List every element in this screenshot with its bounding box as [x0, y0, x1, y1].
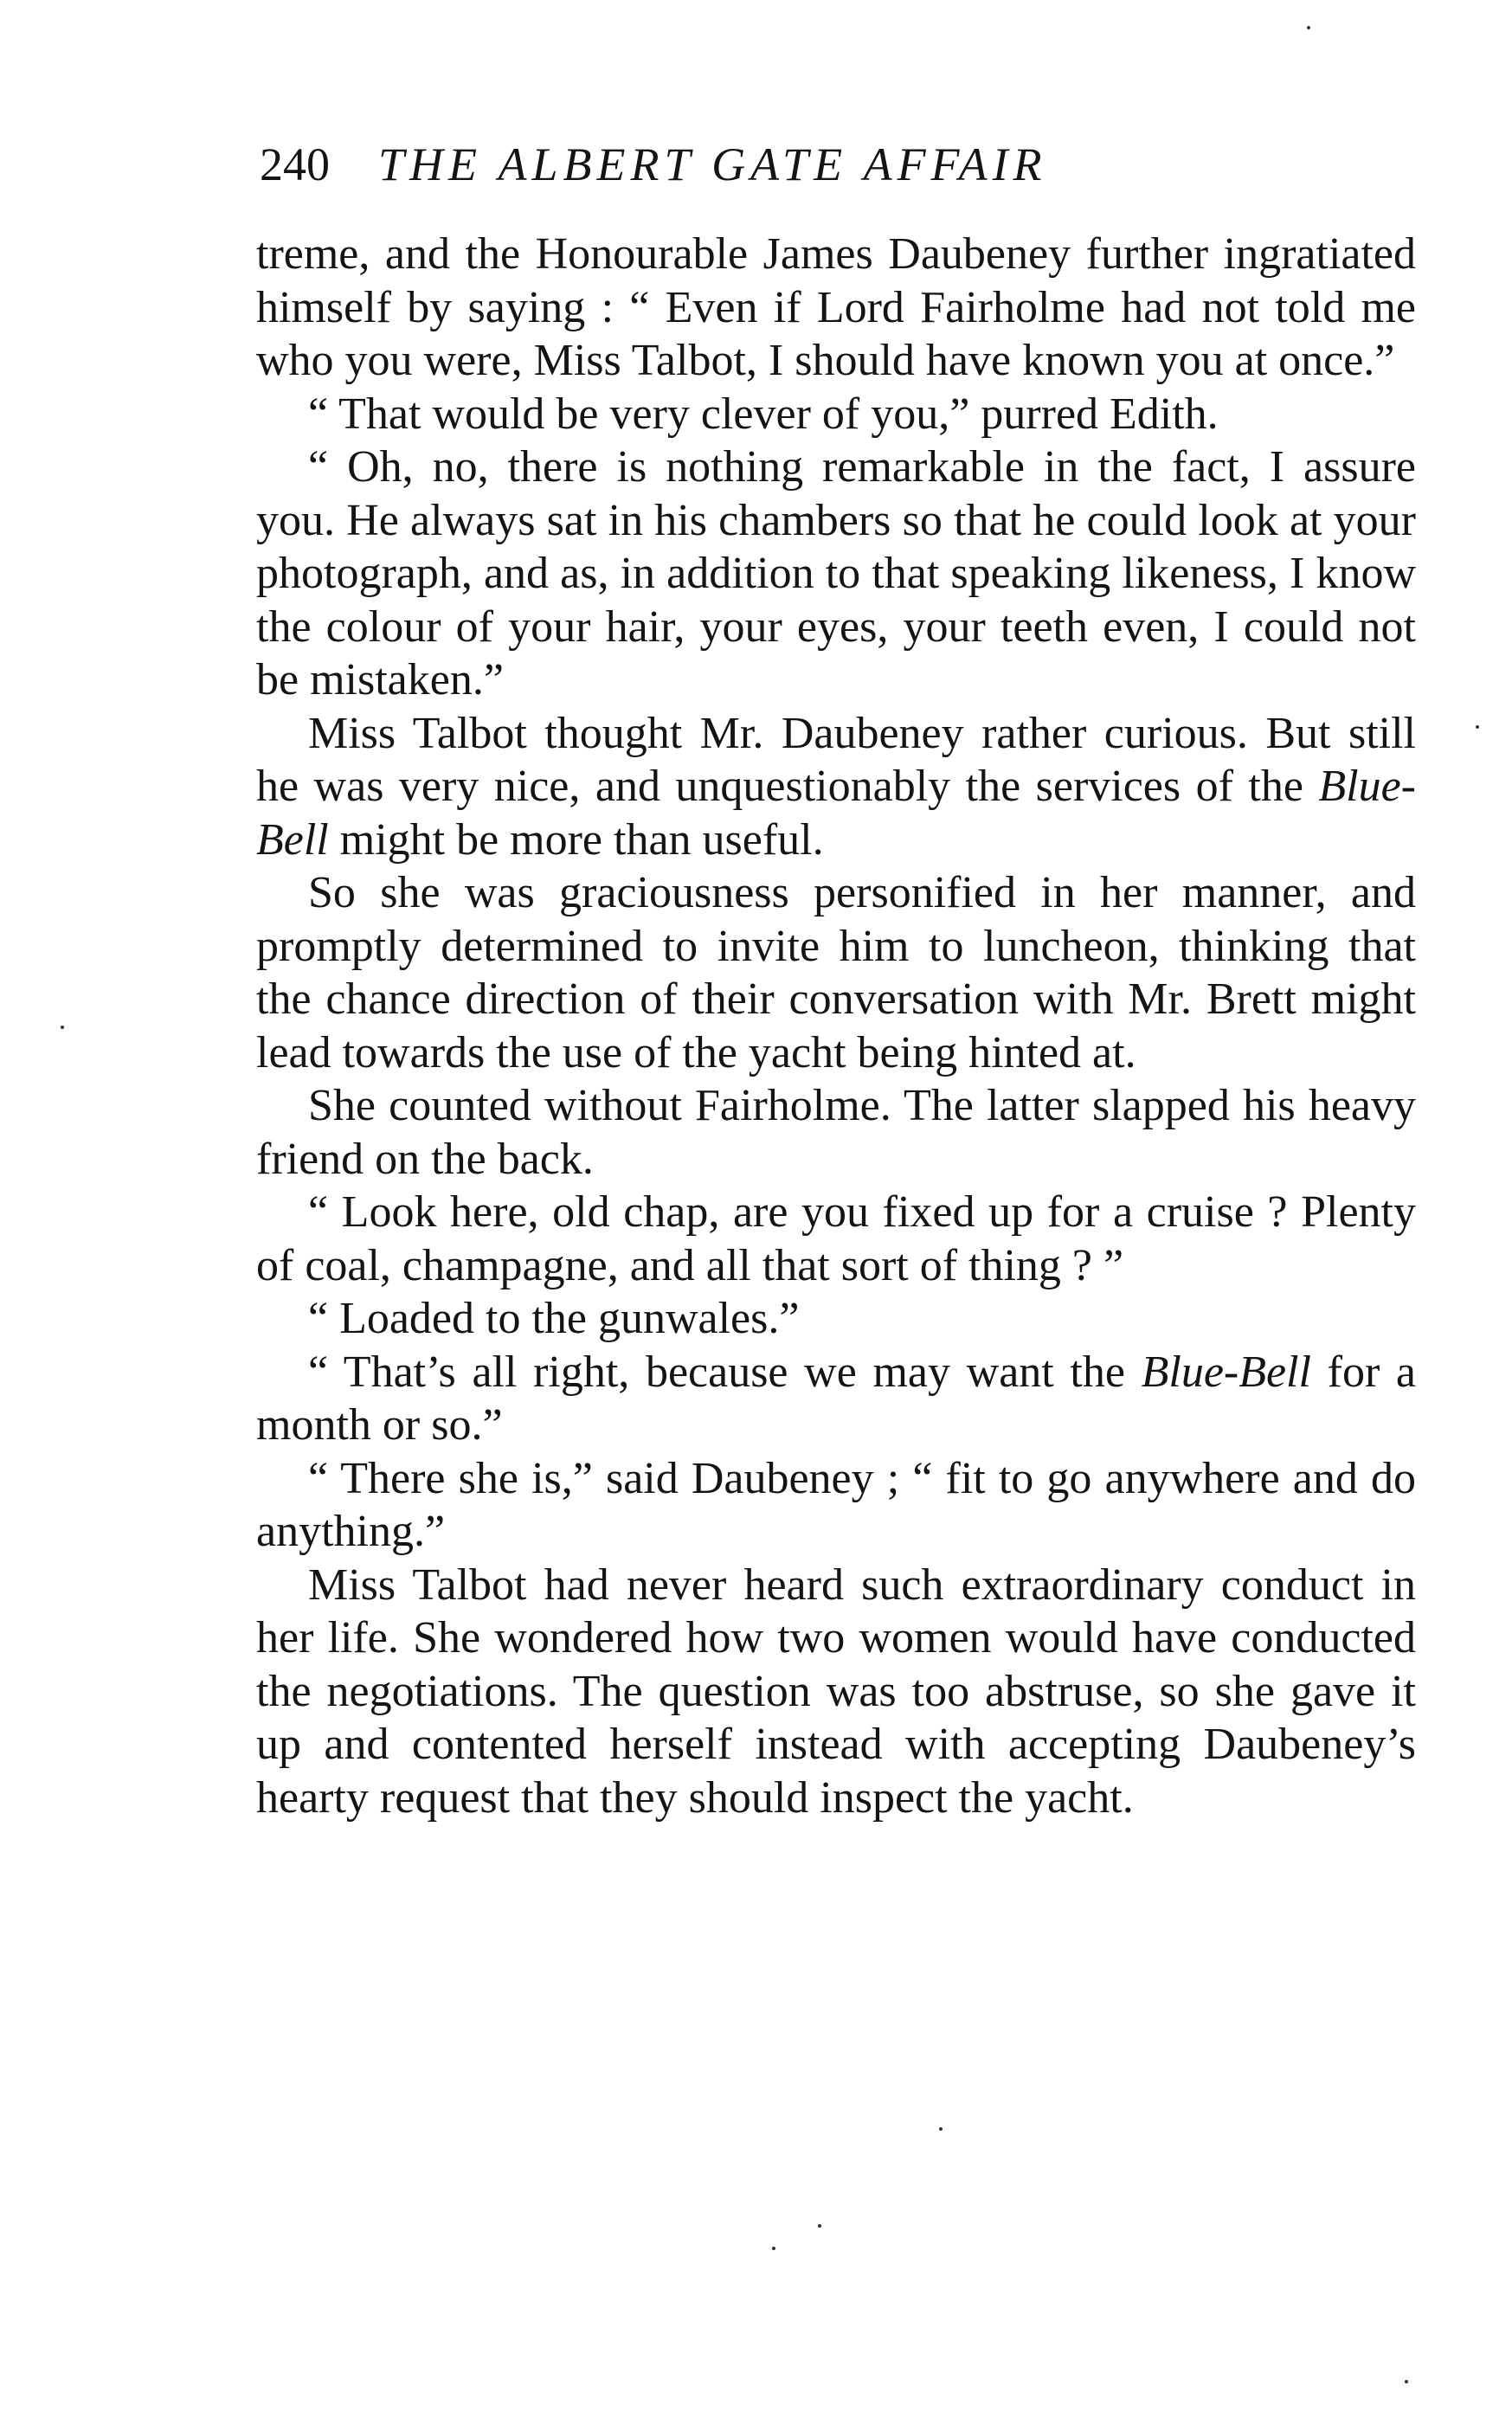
paragraph: She counted without Fairholme. The latter slapped his heavy friend on the back. [256, 1081, 1416, 1184]
paragraph: “ Look here, old chap, are you fixed up for a cruise ? Plenty of coal, champagne, and all that sort of thing ? ” [256, 1187, 1416, 1290]
print-speck [939, 2127, 943, 2131]
paragraph-continuation: treme, and the Honourable James Daubeney further ingratiated himself by saying : “ Even if Lord Fairholme had not told me who you were, Miss Talbot, I should have known you at once.” [256, 229, 1416, 385]
paragraph: Miss Talbot had never heard such extraordinary conduct in her life. She wondered how two women would have conducted the negotiations. The question was too abstruse, so she gave it up and contented herself instead with accepting Daubeney’s hearty request that they should inspect the yacht. [256, 1560, 1416, 1823]
print-speck [1476, 725, 1479, 729]
running-title: THE ALBERT GATE AFFAIR [378, 138, 1047, 190]
print-speck [1405, 2380, 1408, 2383]
print-speck [61, 1026, 64, 1029]
paragraph: “ Loaded to the gunwales.” [308, 1294, 800, 1343]
paragraph: So she was graciousness personified in her manner, and promptly determined to invite him to luncheon, thinking that the chance direction of their conversation with Mr. Brett might lead towards the use of the yacht being hinted at. [256, 868, 1416, 1077]
paragraph: “ There she is,” said Daubeney ; “ fit to go anywhere and do anything.” [256, 1453, 1416, 1556]
paragraph: Miss Talbot thought Mr. Daubeney rather curious. But still he was very nice, and unquestionably the services of the Blue-Bell might be more than useful. [256, 708, 1416, 865]
running-head [260, 130, 1419, 199]
paragraph: “ Oh, no, there is nothing remarkable in the fact, I assure you. He always sat in his chambers so that he could look at your photograph, and as, in addition to that speaking likeness, I know the colour of your hair, your eyes, your teeth even, I could not be mistaken.” [256, 442, 1416, 704]
print-speck [1307, 26, 1310, 29]
body-text [256, 228, 1416, 1824]
paragraph: “ That’s all right, because we may want the Blue-Bell for a month or so.” [256, 1347, 1417, 1450]
print-speck [772, 2247, 775, 2250]
ship-name: Blue-Bell [256, 762, 1416, 865]
print-speck [818, 2224, 821, 2228]
paragraph: “ That would be very clever of you,” purred Edith. [308, 389, 1219, 439]
page-number: 240 [260, 138, 330, 190]
ship-name: Blue-Bell [1141, 1347, 1311, 1397]
